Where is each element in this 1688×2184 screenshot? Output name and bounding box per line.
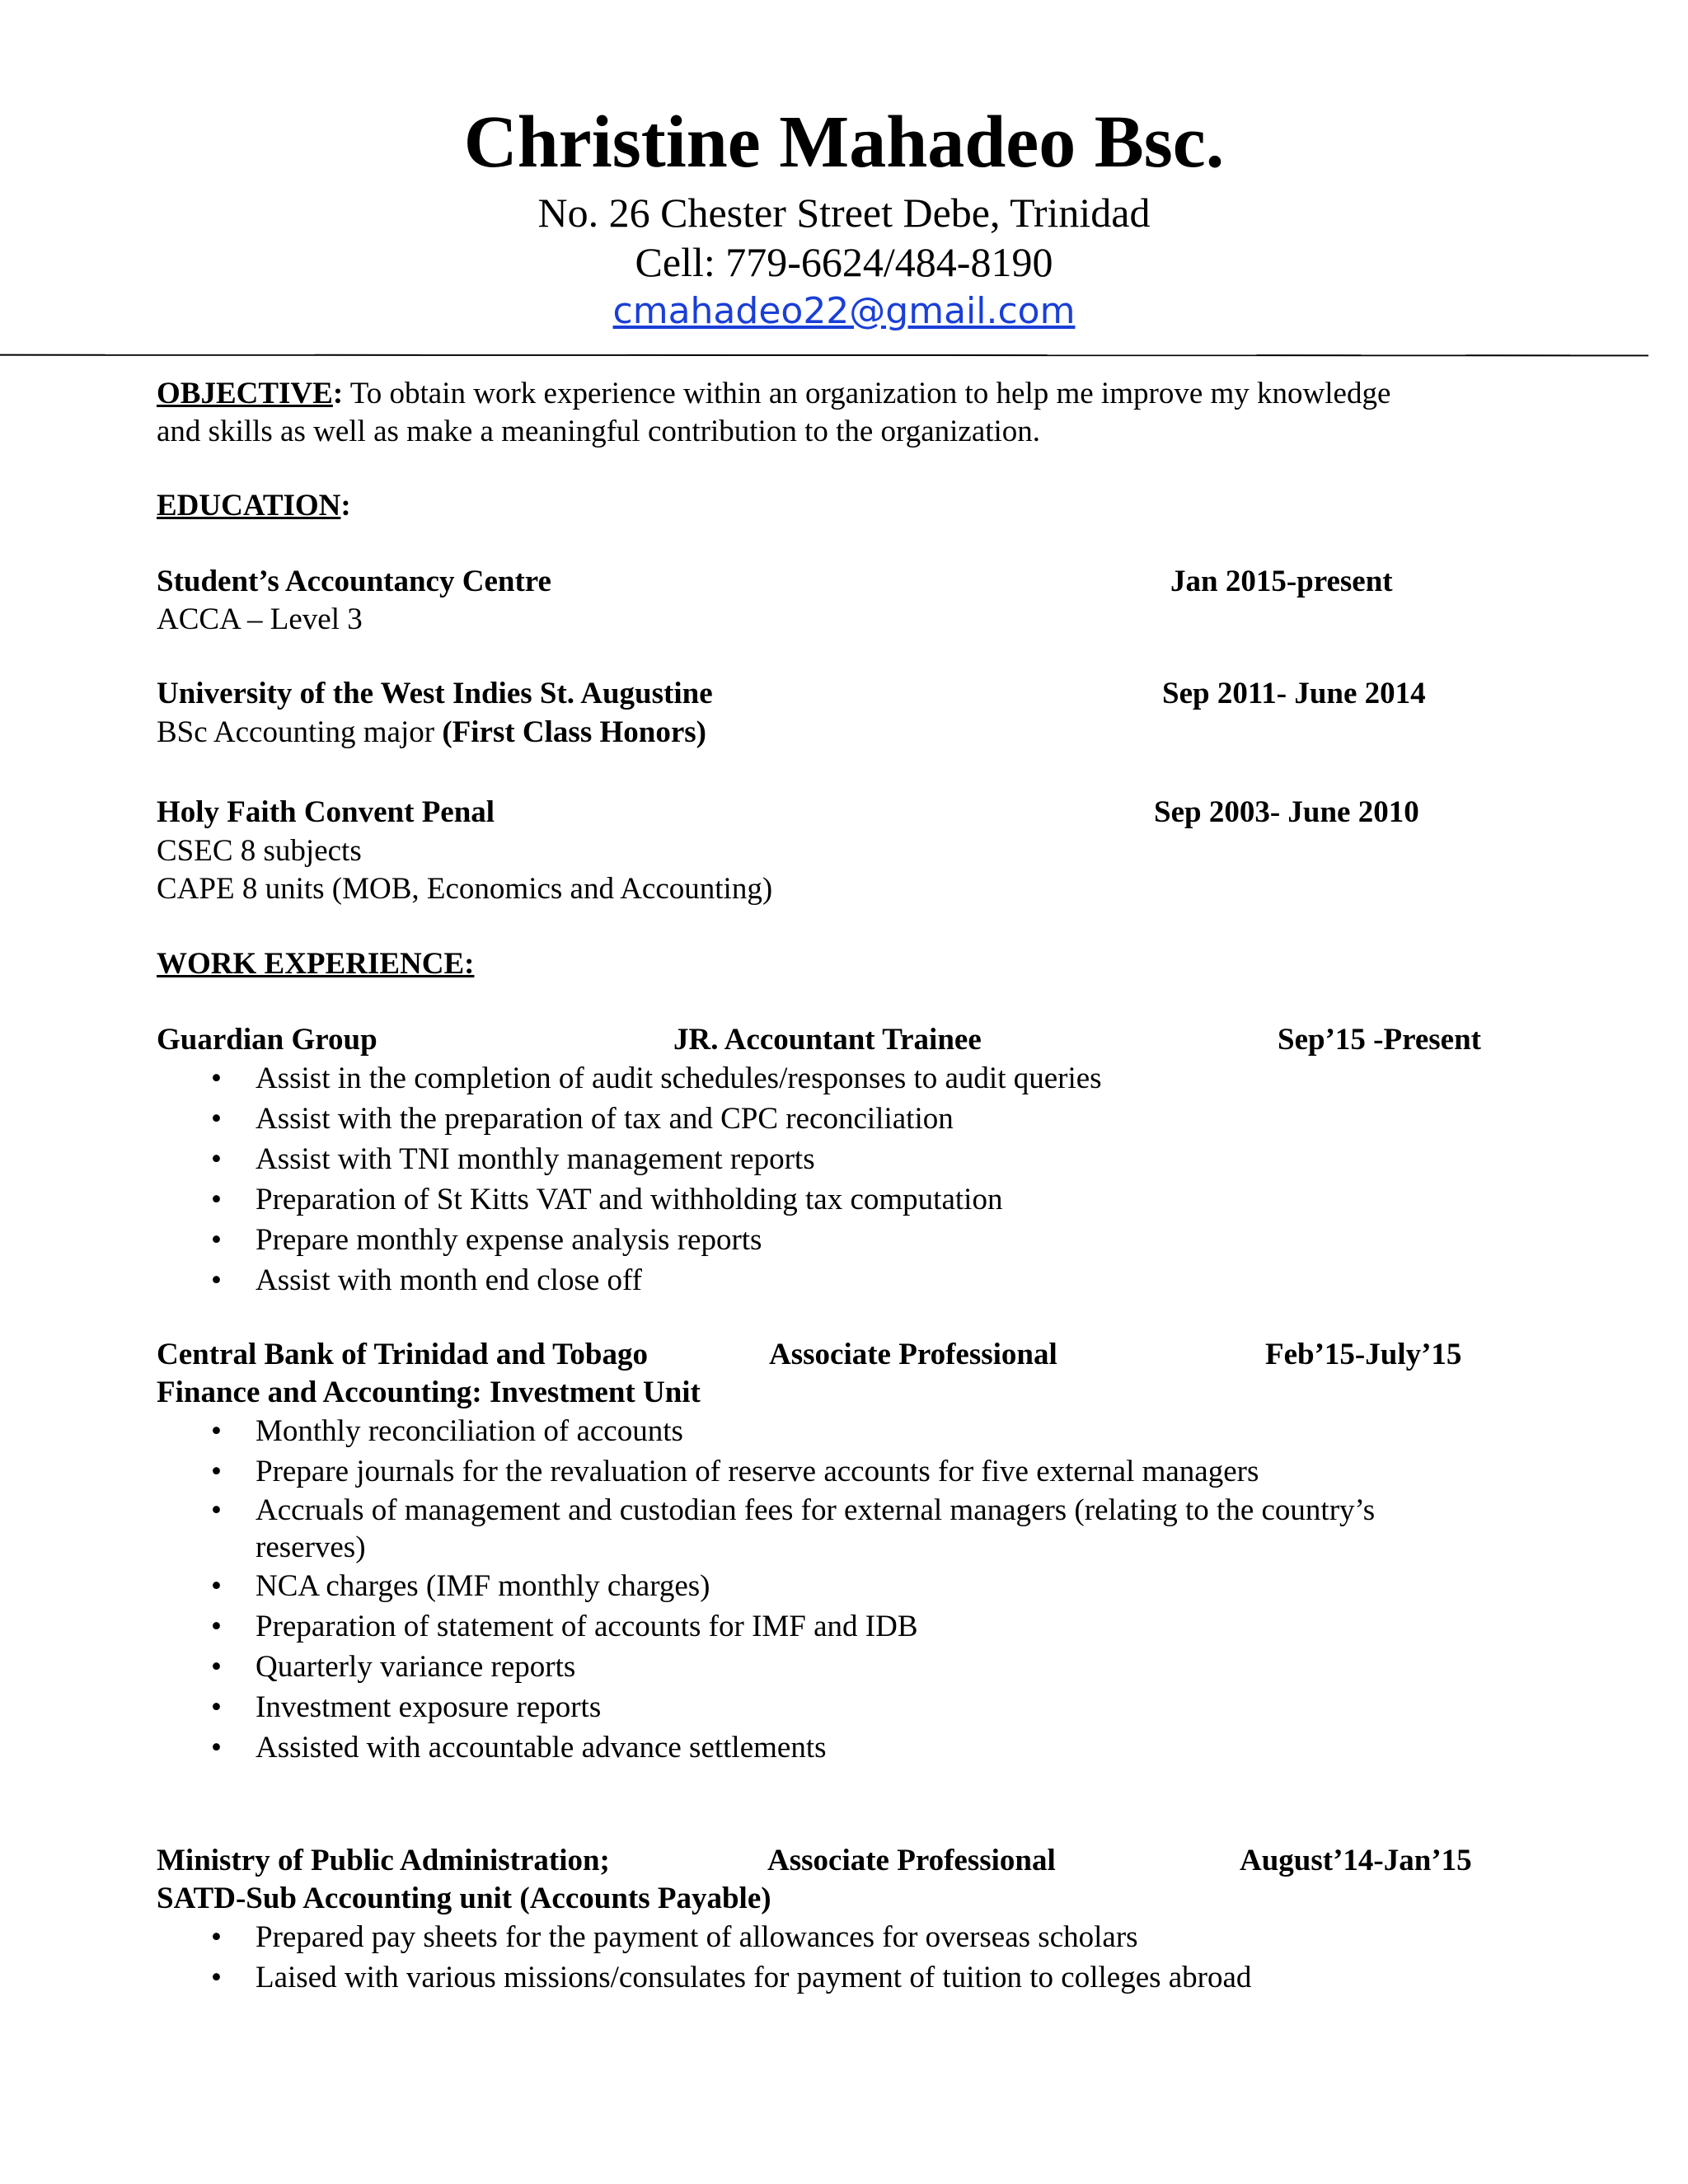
education-detail-2-plain: BSc Accounting major xyxy=(157,715,443,749)
list-item: • Laised with various missions/consulates for payment of tuition to colleges abroad xyxy=(157,1957,1508,1998)
list-item: • Monthly reconciliation of accounts xyxy=(157,1411,1508,1451)
job-1-duties xyxy=(157,1058,1508,1301)
education-detail-2-honors: (First Class Honors) xyxy=(442,715,706,749)
bullet-icon: • xyxy=(211,1414,222,1448)
bullet-icon: • xyxy=(211,1493,222,1527)
bullet-icon: • xyxy=(211,1223,222,1257)
list-item: • Assist in the completion of audit schedules/responses to audit queries xyxy=(157,1058,1508,1099)
job-3-dates: August’14-Jan’15 xyxy=(1240,1844,1472,1877)
objective-text-1: To obtain work experience within an organization to help me improve my knowledge xyxy=(343,377,1391,410)
job-3-title: Associate Professional xyxy=(767,1844,1056,1877)
list-item: • Accruals of management and custodian fees for external managers (relating to the country’s reserves) xyxy=(211,1493,1376,1564)
education-detail-1: ACCA – Level 3 xyxy=(157,602,363,636)
bullet-icon: • xyxy=(211,1731,222,1765)
work-heading: WORK EXPERIENCE: xyxy=(157,947,475,981)
objective-heading: OBJECTIVE xyxy=(157,377,333,410)
list-item: • Preparation of St Kitts VAT and withholding tax computation xyxy=(157,1179,1508,1220)
list-item: • Assist with month end close off xyxy=(157,1260,1508,1301)
job-2-duties xyxy=(157,1411,1508,1768)
applicant-name: Christine Mahadeo Bsc. xyxy=(463,101,1225,183)
job-3-duties xyxy=(157,1917,1508,1998)
bullet-icon: • xyxy=(211,1920,222,1954)
bullet-icon: • xyxy=(211,1961,222,1994)
list-item: • Prepare monthly expense analysis reports xyxy=(157,1220,1508,1260)
education-detail-3a: CSEC 8 subjects xyxy=(157,834,362,868)
job-2-unit: Finance and Accounting: Investment Unit xyxy=(157,1376,701,1409)
job-1-dates: Sep’15 -Present xyxy=(1278,1023,1481,1057)
list-item: • Investment exposure reports xyxy=(157,1687,1508,1727)
applicant-email-link[interactable]: cmahadeo22@gmail.com xyxy=(612,290,1076,332)
list-item: • Preparation of statement of accounts for IMF and IDB xyxy=(157,1606,1508,1647)
job-2-title: Associate Professional xyxy=(769,1338,1057,1371)
bullet-icon: • xyxy=(211,1569,222,1603)
education-detail-3b: CAPE 8 units (MOB, Economics and Accounting) xyxy=(157,872,773,906)
job-2-employer: Central Bank of Trinidad and Tobago xyxy=(157,1338,648,1371)
objective-colon: : xyxy=(332,377,344,410)
list-item: • Prepared pay sheets for the payment of allowances for overseas scholars xyxy=(157,1917,1508,1957)
list-item: • NCA charges (IMF monthly charges) xyxy=(157,1566,1508,1606)
header-divider xyxy=(0,354,1648,357)
list-item: • Assist with TNI monthly management reports xyxy=(157,1139,1508,1179)
education-school-2: University of the West Indies St. Augustine xyxy=(157,677,713,710)
job-1-employer: Guardian Group xyxy=(157,1023,377,1057)
bullet-icon: • xyxy=(211,1455,222,1488)
list-item: • Assist with the preparation of tax and CPC reconciliation xyxy=(157,1099,1508,1139)
bullet-icon: • xyxy=(211,1610,222,1643)
job-2-dates: Feb’15-July’15 xyxy=(1265,1338,1462,1371)
bullet-icon: • xyxy=(211,1142,222,1176)
bullet-icon: • xyxy=(211,1183,222,1216)
education-detail-2 xyxy=(157,714,706,752)
bullet-icon: • xyxy=(211,1650,222,1684)
objective-line-2: and skills as well as make a meaningful contribution to the organization. xyxy=(157,415,1041,448)
job-1-title: JR. Accountant Trainee xyxy=(673,1023,982,1057)
list-item: • Quarterly variance reports xyxy=(157,1647,1508,1687)
bullet-icon: • xyxy=(211,1102,222,1136)
education-school-1: Student’s Accountancy Centre xyxy=(157,565,551,598)
applicant-address: No. 26 Chester Street Debe, Trinidad xyxy=(537,190,1151,236)
education-heading: EDUCATION xyxy=(157,489,341,523)
education-colon: : xyxy=(340,489,351,523)
education-dates-2: Sep 2011- June 2014 xyxy=(1162,677,1426,710)
bullet-icon: • xyxy=(211,1062,222,1095)
bullet-icon: • xyxy=(211,1690,222,1724)
education-dates-1: Jan 2015-present xyxy=(1170,565,1393,598)
education-school-3: Holy Faith Convent Penal xyxy=(157,795,495,829)
list-item: • Assisted with accountable advance settlements xyxy=(157,1727,1508,1768)
job-3-unit: SATD-Sub Accounting unit (Accounts Payable) xyxy=(157,1882,771,1915)
job-3-employer: Ministry of Public Administration; xyxy=(157,1844,610,1877)
education-heading-line xyxy=(157,487,351,525)
bullet-icon: • xyxy=(211,1263,222,1297)
list-item: • Prepare journals for the revaluation of reserve accounts for five external managers xyxy=(157,1451,1508,1492)
applicant-phone: Cell: 779-6624/484-8190 xyxy=(635,239,1053,285)
objective-line-1 xyxy=(157,375,1390,413)
education-dates-3: Sep 2003- June 2010 xyxy=(1154,795,1419,829)
